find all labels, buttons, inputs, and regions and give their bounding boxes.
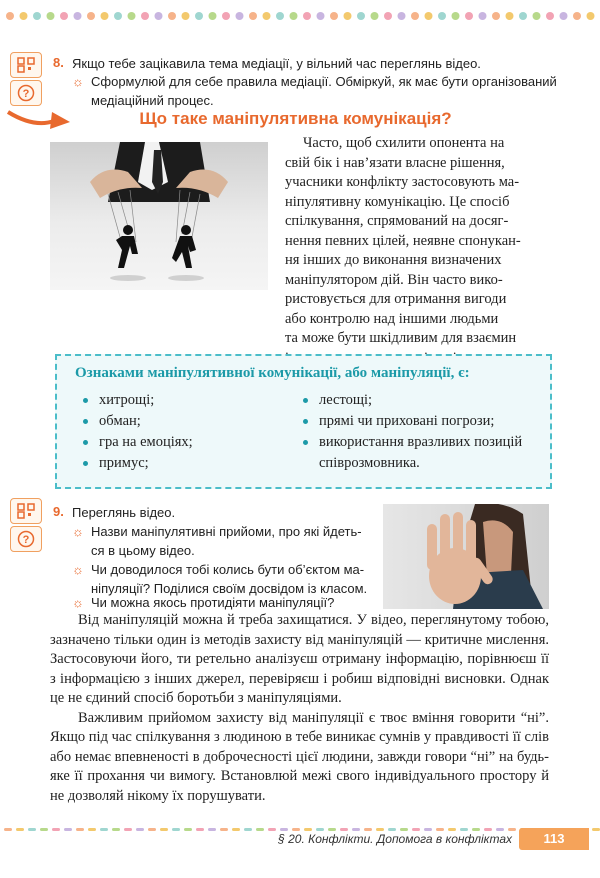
- decor-dot: [128, 12, 136, 20]
- decor-dot: [182, 12, 190, 20]
- decor-dash: [112, 828, 120, 831]
- list-item: використання вразливих позицій співрозмовника.: [303, 432, 543, 474]
- decor-dot: [479, 12, 487, 20]
- decor-dot: [573, 12, 581, 20]
- puppeteer-photo: [50, 142, 268, 290]
- signs-left-list: [83, 390, 293, 474]
- sun-bullet-icon: ☼: [72, 74, 84, 89]
- sun-bullet-icon: ☼: [72, 595, 84, 610]
- decor-dot: [560, 12, 568, 20]
- question-icon: [10, 80, 42, 106]
- decor-dash: [184, 828, 192, 831]
- decor-dot: [155, 12, 163, 20]
- list-item: гра на емоціях;: [83, 432, 293, 453]
- decor-dot: [371, 12, 379, 20]
- task-9-text: Переглянь відео.: [72, 505, 176, 520]
- task-8-number: 8.: [53, 55, 64, 70]
- decor-dash: [472, 828, 480, 831]
- task-8-text: Якщо тебе зацікавила тема медіації, у вільний час переглянь відео.: [72, 56, 481, 71]
- decor-dash: [496, 828, 504, 831]
- task-9-question-1: ☼ Назви маніпулятивні прийоми, про які йдеть- ся в цьому відео.: [72, 524, 362, 558]
- signs-box: [55, 354, 552, 489]
- decor-dash: [208, 828, 216, 831]
- qr-code-icon[interactable]: [10, 498, 42, 524]
- page-number: 113: [519, 828, 589, 850]
- decor-dot: [492, 12, 500, 20]
- decor-dash: [88, 828, 96, 831]
- decor-dot: [438, 12, 446, 20]
- decor-dash: [256, 828, 264, 831]
- footer-chapter: § 20. Конфлікти. Допомога в конфліктах: [278, 832, 512, 846]
- decor-dot: [74, 12, 82, 20]
- signs-box-title: Ознаками маніпулятивної комунікації, або маніпуляції, є:: [75, 365, 470, 381]
- decor-dot: [398, 12, 406, 20]
- task-9-number: 9.: [53, 504, 64, 519]
- qr-code-icon[interactable]: [10, 52, 42, 78]
- decor-dash: [352, 828, 360, 831]
- pointer-arrow-icon: [6, 106, 72, 134]
- decor-dash: [280, 828, 288, 831]
- svg-text:?: ?: [22, 534, 30, 546]
- decor-dash: [484, 828, 492, 831]
- decor-dot: [20, 12, 28, 20]
- decor-dash: [388, 828, 396, 831]
- decor-dash: [364, 828, 372, 831]
- top-dot-border: [0, 8, 600, 24]
- list-item: хитрощі;: [83, 390, 293, 411]
- decor-dot: [276, 12, 284, 20]
- decor-dash: [304, 828, 312, 831]
- list-item: лестощі;: [303, 390, 543, 411]
- decor-dash: [424, 828, 432, 831]
- decor-dot: [263, 12, 271, 20]
- decor-dot: [168, 12, 176, 20]
- decor-dot: [60, 12, 68, 20]
- decor-dot: [546, 12, 554, 20]
- svg-text:?: ?: [22, 88, 30, 100]
- manipulation-definition: Часто, щоб схилити опонента на свій бік і нав’язати власне рішення, учасники конфлікту застосовують ма- ніпулятивну комунікацію. Це спосіб спілкування, спрямований на досяг- нення певних цілей, неявне спонукан- ня інших до виконання визначених маніпулятором дій. Він часто вико- ристовується для отримання вигоди або контролю над іншими людьми та може бути шкідливим для взаємин: [285, 135, 521, 346]
- section-heading: Що таке маніпулятивна комунікація?: [139, 109, 452, 128]
- decor-dash: [16, 828, 24, 831]
- decor-dash: [232, 828, 240, 831]
- decor-dash: [376, 828, 384, 831]
- decor-dot: [330, 12, 338, 20]
- decor-dash: [592, 828, 600, 831]
- list-item: примус;: [83, 453, 293, 474]
- body-text: [50, 611, 549, 806]
- decor-dot: [344, 12, 352, 20]
- decor-dash: [4, 828, 12, 831]
- decor-dot: [317, 12, 325, 20]
- decor-dash: [160, 828, 168, 831]
- decor-dot: [411, 12, 419, 20]
- decor-dash: [52, 828, 60, 831]
- task-8-question: ☼ Сформулюй для себе правила медіації. Обміркуй, як має бути організований медіаційний процес.: [72, 74, 557, 108]
- decor-dot: [6, 12, 14, 20]
- list-item: прямі чи приховані погрози;: [303, 411, 543, 432]
- decor-dash: [124, 828, 132, 831]
- decor-dot: [33, 12, 41, 20]
- decor-dash: [328, 828, 336, 831]
- decor-dot: [87, 12, 95, 20]
- decor-dash: [76, 828, 84, 831]
- body-paragraph-1: Від маніпуляцій можна й треба захищатися. У відео, переглянутому тобою, зазначено тільки один із методів захисту від маніпуляцій — критичне мислення. Застосовуючи його, ти ретельно аналізуєш отриману інформацію, порівнюєш її з інформацією з інших джерел, перевіряєш і робиш відповідні висновки. Однак це не єдиний спосіб боротьби з маніпуляціями.: [50, 612, 549, 706]
- decor-dash: [460, 828, 468, 831]
- decor-dot: [47, 12, 55, 20]
- decor-dot: [465, 12, 473, 20]
- decor-dot: [303, 12, 311, 20]
- decor-dot: [452, 12, 460, 20]
- decor-dash: [148, 828, 156, 831]
- decor-dash: [436, 828, 444, 831]
- decor-dot: [384, 12, 392, 20]
- decor-dot: [195, 12, 203, 20]
- decor-dot: [209, 12, 217, 20]
- decor-dot: [114, 12, 122, 20]
- decor-dash: [448, 828, 456, 831]
- decor-dash: [292, 828, 300, 831]
- body-paragraph-2: Важливим прийомом захисту від маніпуляції є твоє вміння говорити “ні”. Якщо під час спілкування з людиною в тебе виникає сумнів у правдивості її слів або немає впевненості в доброчесності цієї людини, завжди говори “ні” на будь-яке її прохання чи вимогу. Встановлюй межі свого індивідуального простору й не дозволяй нікому їх порушувати.: [50, 709, 549, 804]
- decor-dash: [316, 828, 324, 831]
- task-9-question-3: ☼ Чи можна якось протидіяти маніпуляції?: [72, 595, 335, 610]
- stop-hand-photo: [383, 504, 549, 609]
- decor-dash: [508, 828, 516, 831]
- decor-dash: [64, 828, 72, 831]
- decor-dash: [412, 828, 420, 831]
- decor-dot: [425, 12, 433, 20]
- decor-dash: [136, 828, 144, 831]
- decor-dash: [28, 828, 36, 831]
- decor-dot: [249, 12, 257, 20]
- decor-dash: [196, 828, 204, 831]
- decor-dash: [400, 828, 408, 831]
- question-icon: [10, 526, 42, 552]
- decor-dash: [40, 828, 48, 831]
- decor-dot: [506, 12, 514, 20]
- decor-dot: [141, 12, 149, 20]
- decor-dash: [244, 828, 252, 831]
- decor-dot: [519, 12, 527, 20]
- sun-bullet-icon: ☼: [72, 524, 84, 539]
- signs-right-list: [303, 390, 543, 474]
- list-item: обман;: [83, 411, 293, 432]
- decor-dot: [222, 12, 230, 20]
- task-9-question-2: ☼ Чи доводилося тобі колись бути об’єктом ма- ніпуляції? Поділися своїм досвідом із класом.: [72, 562, 368, 596]
- decor-dot: [236, 12, 244, 20]
- decor-dot: [587, 12, 595, 20]
- decor-dash: [100, 828, 108, 831]
- decor-dot: [290, 12, 298, 20]
- decor-dot: [533, 12, 541, 20]
- decor-dash: [220, 828, 228, 831]
- decor-dot: [101, 12, 109, 20]
- decor-dash: [268, 828, 276, 831]
- sun-bullet-icon: ☼: [72, 562, 84, 577]
- decor-dash: [172, 828, 180, 831]
- decor-dash: [340, 828, 348, 831]
- decor-dot: [357, 12, 365, 20]
